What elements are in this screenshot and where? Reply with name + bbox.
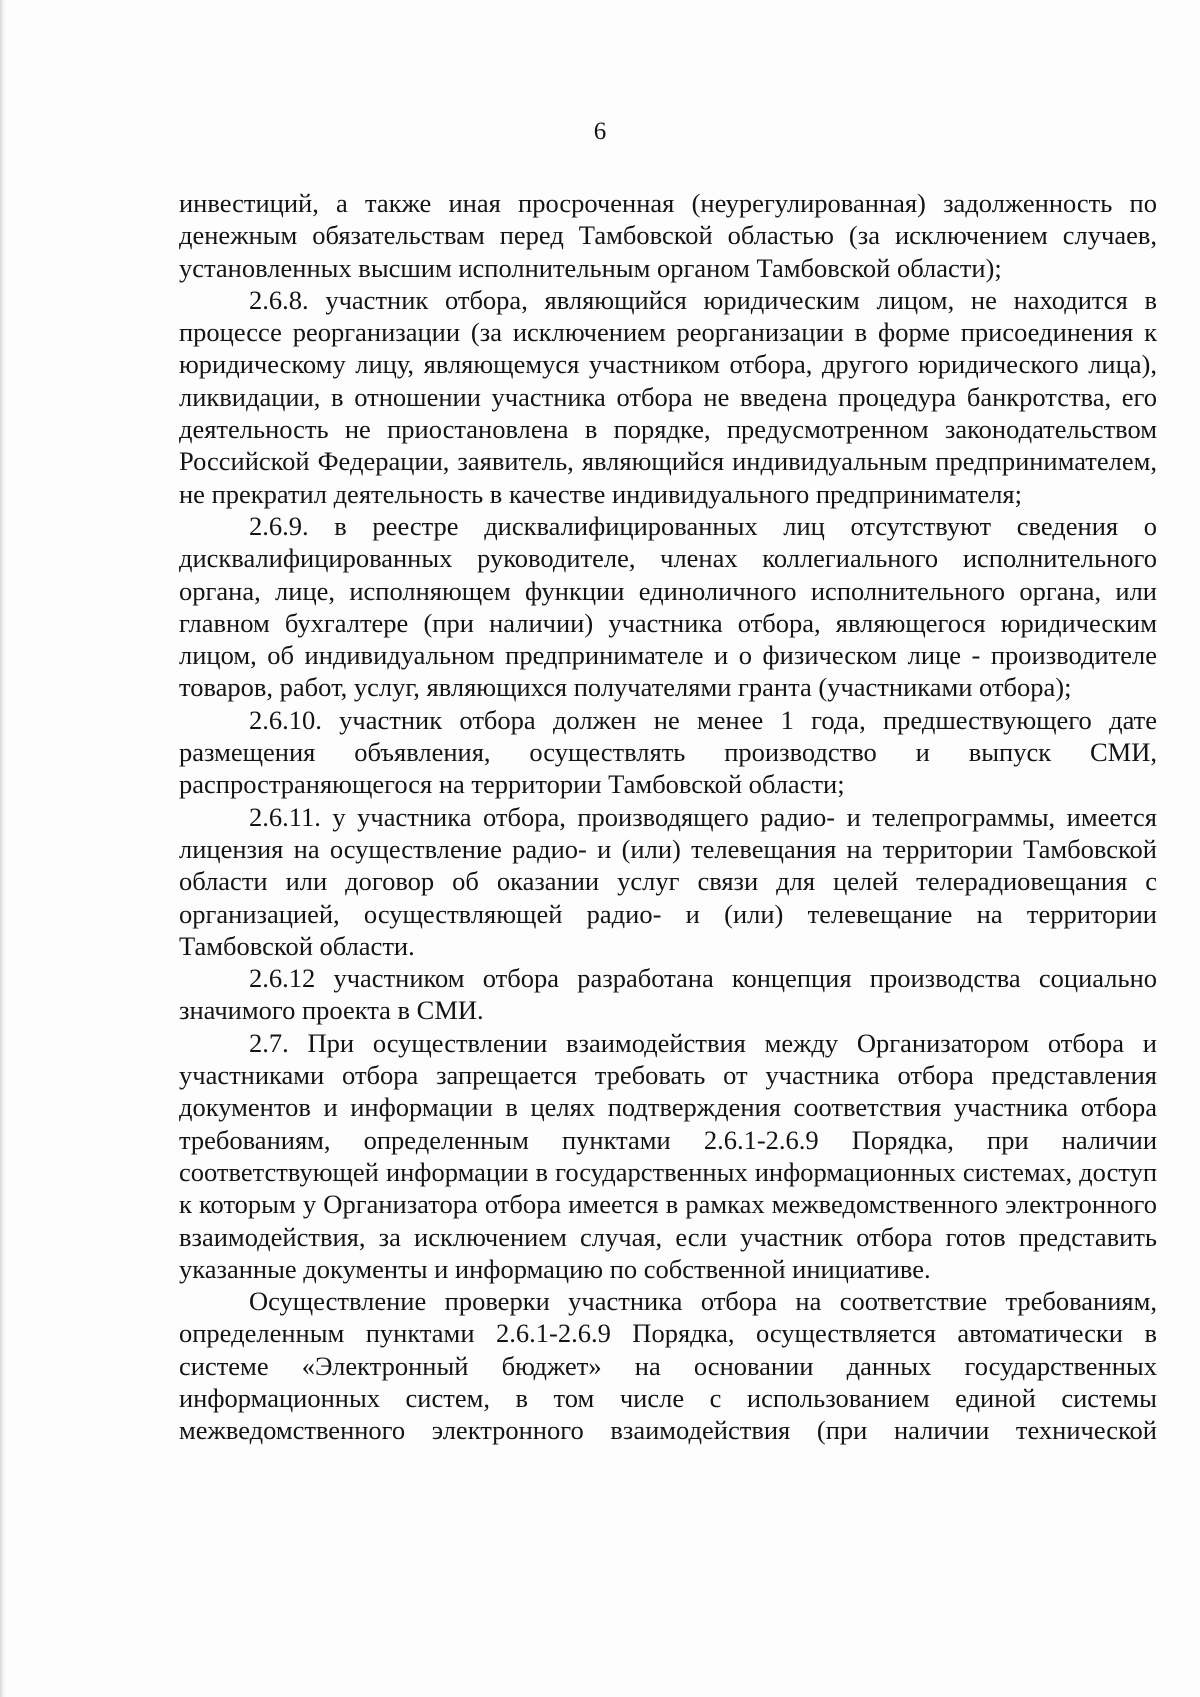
paragraph-2-6-9: 2.6.9. в реестре дисквалифицированных лиц отсутствуют сведения о дисквалифицированных руководителе, членах коллегиального исполнительного органа, лице, исполняющем функции единоличного исполнительного органа, или главном бухгалтере (при наличии) участника отбора, являющегося юридическим лицом, об индивидуальном предпринимателе и о физическом лице - производителе товаров, работ, услуг, являющихся получателями гранта (участниками отбора); bbox=[179, 510, 1157, 703]
paragraph-2-6-10: 2.6.10. участник отбора должен не менее 1 года, предшествующего дате размещения объявления, осуществлять производство и выпуск СМИ, распространяющегося на территории Тамбовской области; bbox=[179, 704, 1157, 800]
paragraph-verification: Осуществление проверки участника отбора на соответствие требованиям, определенным пунктами 2.6.1-2.6.9 Порядка, осуществляется автоматически в системе «Электронный бюджет» на основании данных государственных информационных систем, в том числе с использованием единой системы межведомственного электронного взаимодействия (при наличии технической bbox=[179, 1286, 1157, 1446]
scan-edge-shadow bbox=[0, 0, 6, 1697]
paragraph-2-6-11: 2.6.11. у участника отбора, производящего радио- и телепрограммы, имеется лицензия на осуществление радио- и (или) телевещания на территории Тамбовской области или договор об оказании услуг связи для целей телерадиовещания с организацией, осуществляющей радио- и (или) телевещание на территории Тамбовской области. bbox=[179, 801, 1157, 961]
paragraph-2-6-8: 2.6.8. участник отбора, являющийся юридическим лицом, не находится в процессе реорганизации (за исключением реорганизации в форме присоединения к юридическому лицу, являющемуся участником отбора, другого юридического лица), ликвидации, в отношении участника отбора не введена процедура банкротства, его деятельность не приостановлена в порядке, предусмотренном законодательством Российской Федерации, заявитель, являющийся индивидуальным предпринимателем, не прекратил деятельность в качестве индивидуального предпринимателя; bbox=[179, 284, 1157, 509]
paragraph-2-7: 2.7. При осуществлении взаимодействия между Организатором отбора и участниками отбора запрещается требовать от участника отбора представления документов и информации в целях подтверждения соответствия участника отбора требованиям, определенным пунктами 2.6.1-2.6.9 Порядка, при наличии соответствующей информации в государственных информационных системах, доступ к которым у Организатора отбора имеется в рамках межведомственного электронного взаимодействия, за исключением случая, если участник отбора готов представить указанные документы и информацию по собственной инициативе. bbox=[179, 1027, 1157, 1284]
page-number: 6 bbox=[593, 118, 607, 145]
document-body bbox=[179, 187, 1157, 1447]
paragraph-2-6-12: 2.6.12 участником отбора разработана концепция производства социально значимого проекта в СМИ. bbox=[179, 963, 1157, 1026]
paragraph-continuation: инвестиций, а также иная просроченная (неурегулированная) задолженность по денежным обязательствам перед Тамбовской областью (за исключением случаев, установленных высшим исполнительным органом Тамбовской области); bbox=[179, 188, 1157, 283]
